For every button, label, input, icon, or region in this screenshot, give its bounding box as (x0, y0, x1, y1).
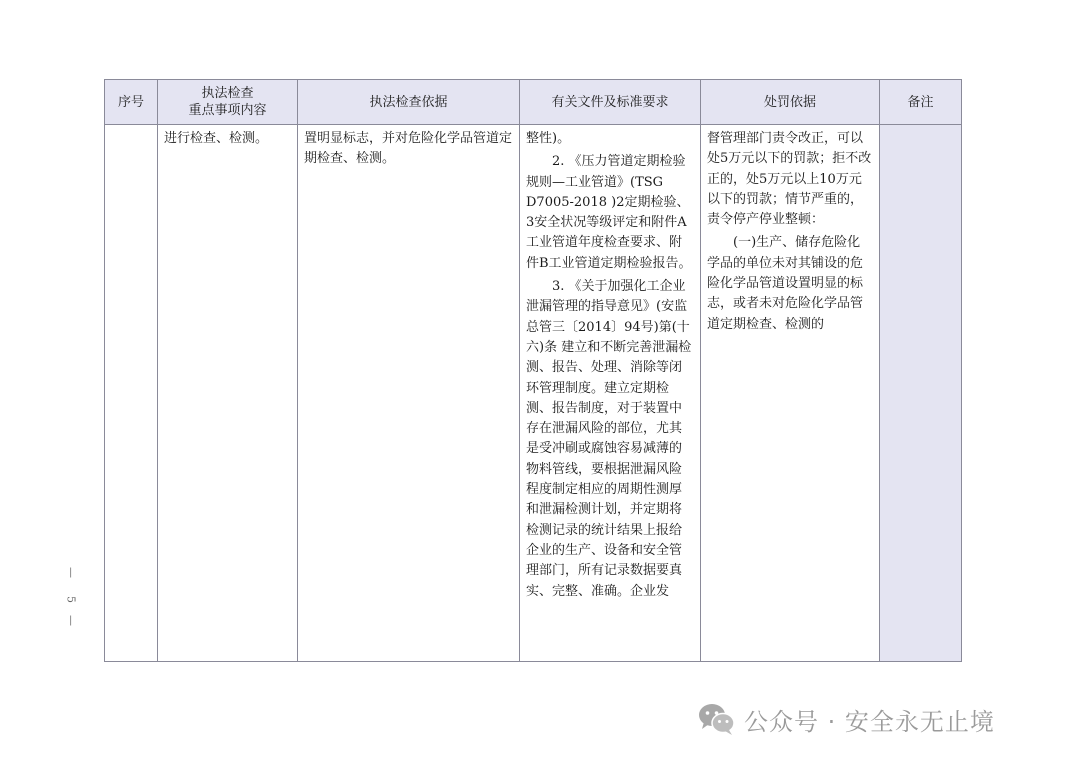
page-number-mark (64, 566, 78, 627)
page-number: 5 (64, 596, 78, 603)
header-item-line2: 重点事项内容 (188, 103, 267, 118)
header-standards: 有关文件及标准要求 (520, 80, 701, 125)
enforcement-table (104, 79, 962, 662)
cell-standards (520, 125, 701, 662)
penalty-para-2: (一)生产、储存危险化学品的单位未对其铺设的危险化学品管道设置明显的标志，或者未对危险化学品管道定期检查、检测的 (707, 235, 864, 332)
header-seq: 序号 (105, 80, 158, 125)
header-remarks: 备注 (880, 80, 962, 125)
header-basis: 执法检查依据 (298, 80, 520, 125)
page-mark-dash-top: — (64, 567, 78, 578)
penalty-para-1: 督管理部门责令改正，可以处5万元以下的罚款；拒不改正的，处5万元以上10万元以下的罚款；情节严重的，责令停产停业整顿： (707, 131, 872, 228)
standards-para-1: 整性)。 (526, 131, 571, 146)
cell-remarks (880, 125, 962, 662)
page-mark-dash-bottom: — (64, 615, 78, 626)
header-item-line1: 执法检查 (201, 86, 254, 101)
standards-para-3: 3. 《关于加强化工企业泄漏管理的指导意见》(安监总管三〔2014〕94号)第(十六)条 建立和不断完善泄漏检测、报告、处理、消除等闭环管理制度。建立定期检测、报告制度，对于装置中存在泄漏风险的部位，尤其是受冲刷或腐蚀容易减薄的物料管线，要根据泄漏风险程度制定相应的周期性测厚和泄漏检测计划，并定期将检测记录的统计结果上报给企业的生产、设备和安全管理部门，所有记录数据要真实、完整、准确。企业发 (526, 279, 692, 599)
cell-penalty (701, 125, 880, 662)
cell-basis: 置明显标志，并对危险化学品管道定期检查、检测。 (298, 125, 520, 662)
cell-item: 进行检查、检测。 (158, 125, 298, 662)
table-header-row (105, 80, 962, 125)
wechat-icon (698, 702, 736, 736)
standards-para-2: 2. 《压力管道定期检验规则—工业管道》(TSG D7005-2018 )2定期检验、3安全状况等级评定和附件A工业管道年度检查要求、附件B工业管道定期检验报告。 (526, 154, 692, 271)
header-item (158, 80, 298, 125)
watermark (698, 701, 995, 737)
table-row (105, 125, 962, 662)
watermark-text: 公众号 · 安全永无止境 (744, 707, 995, 736)
cell-seq (105, 125, 158, 662)
header-penalty: 处罚依据 (701, 80, 880, 125)
